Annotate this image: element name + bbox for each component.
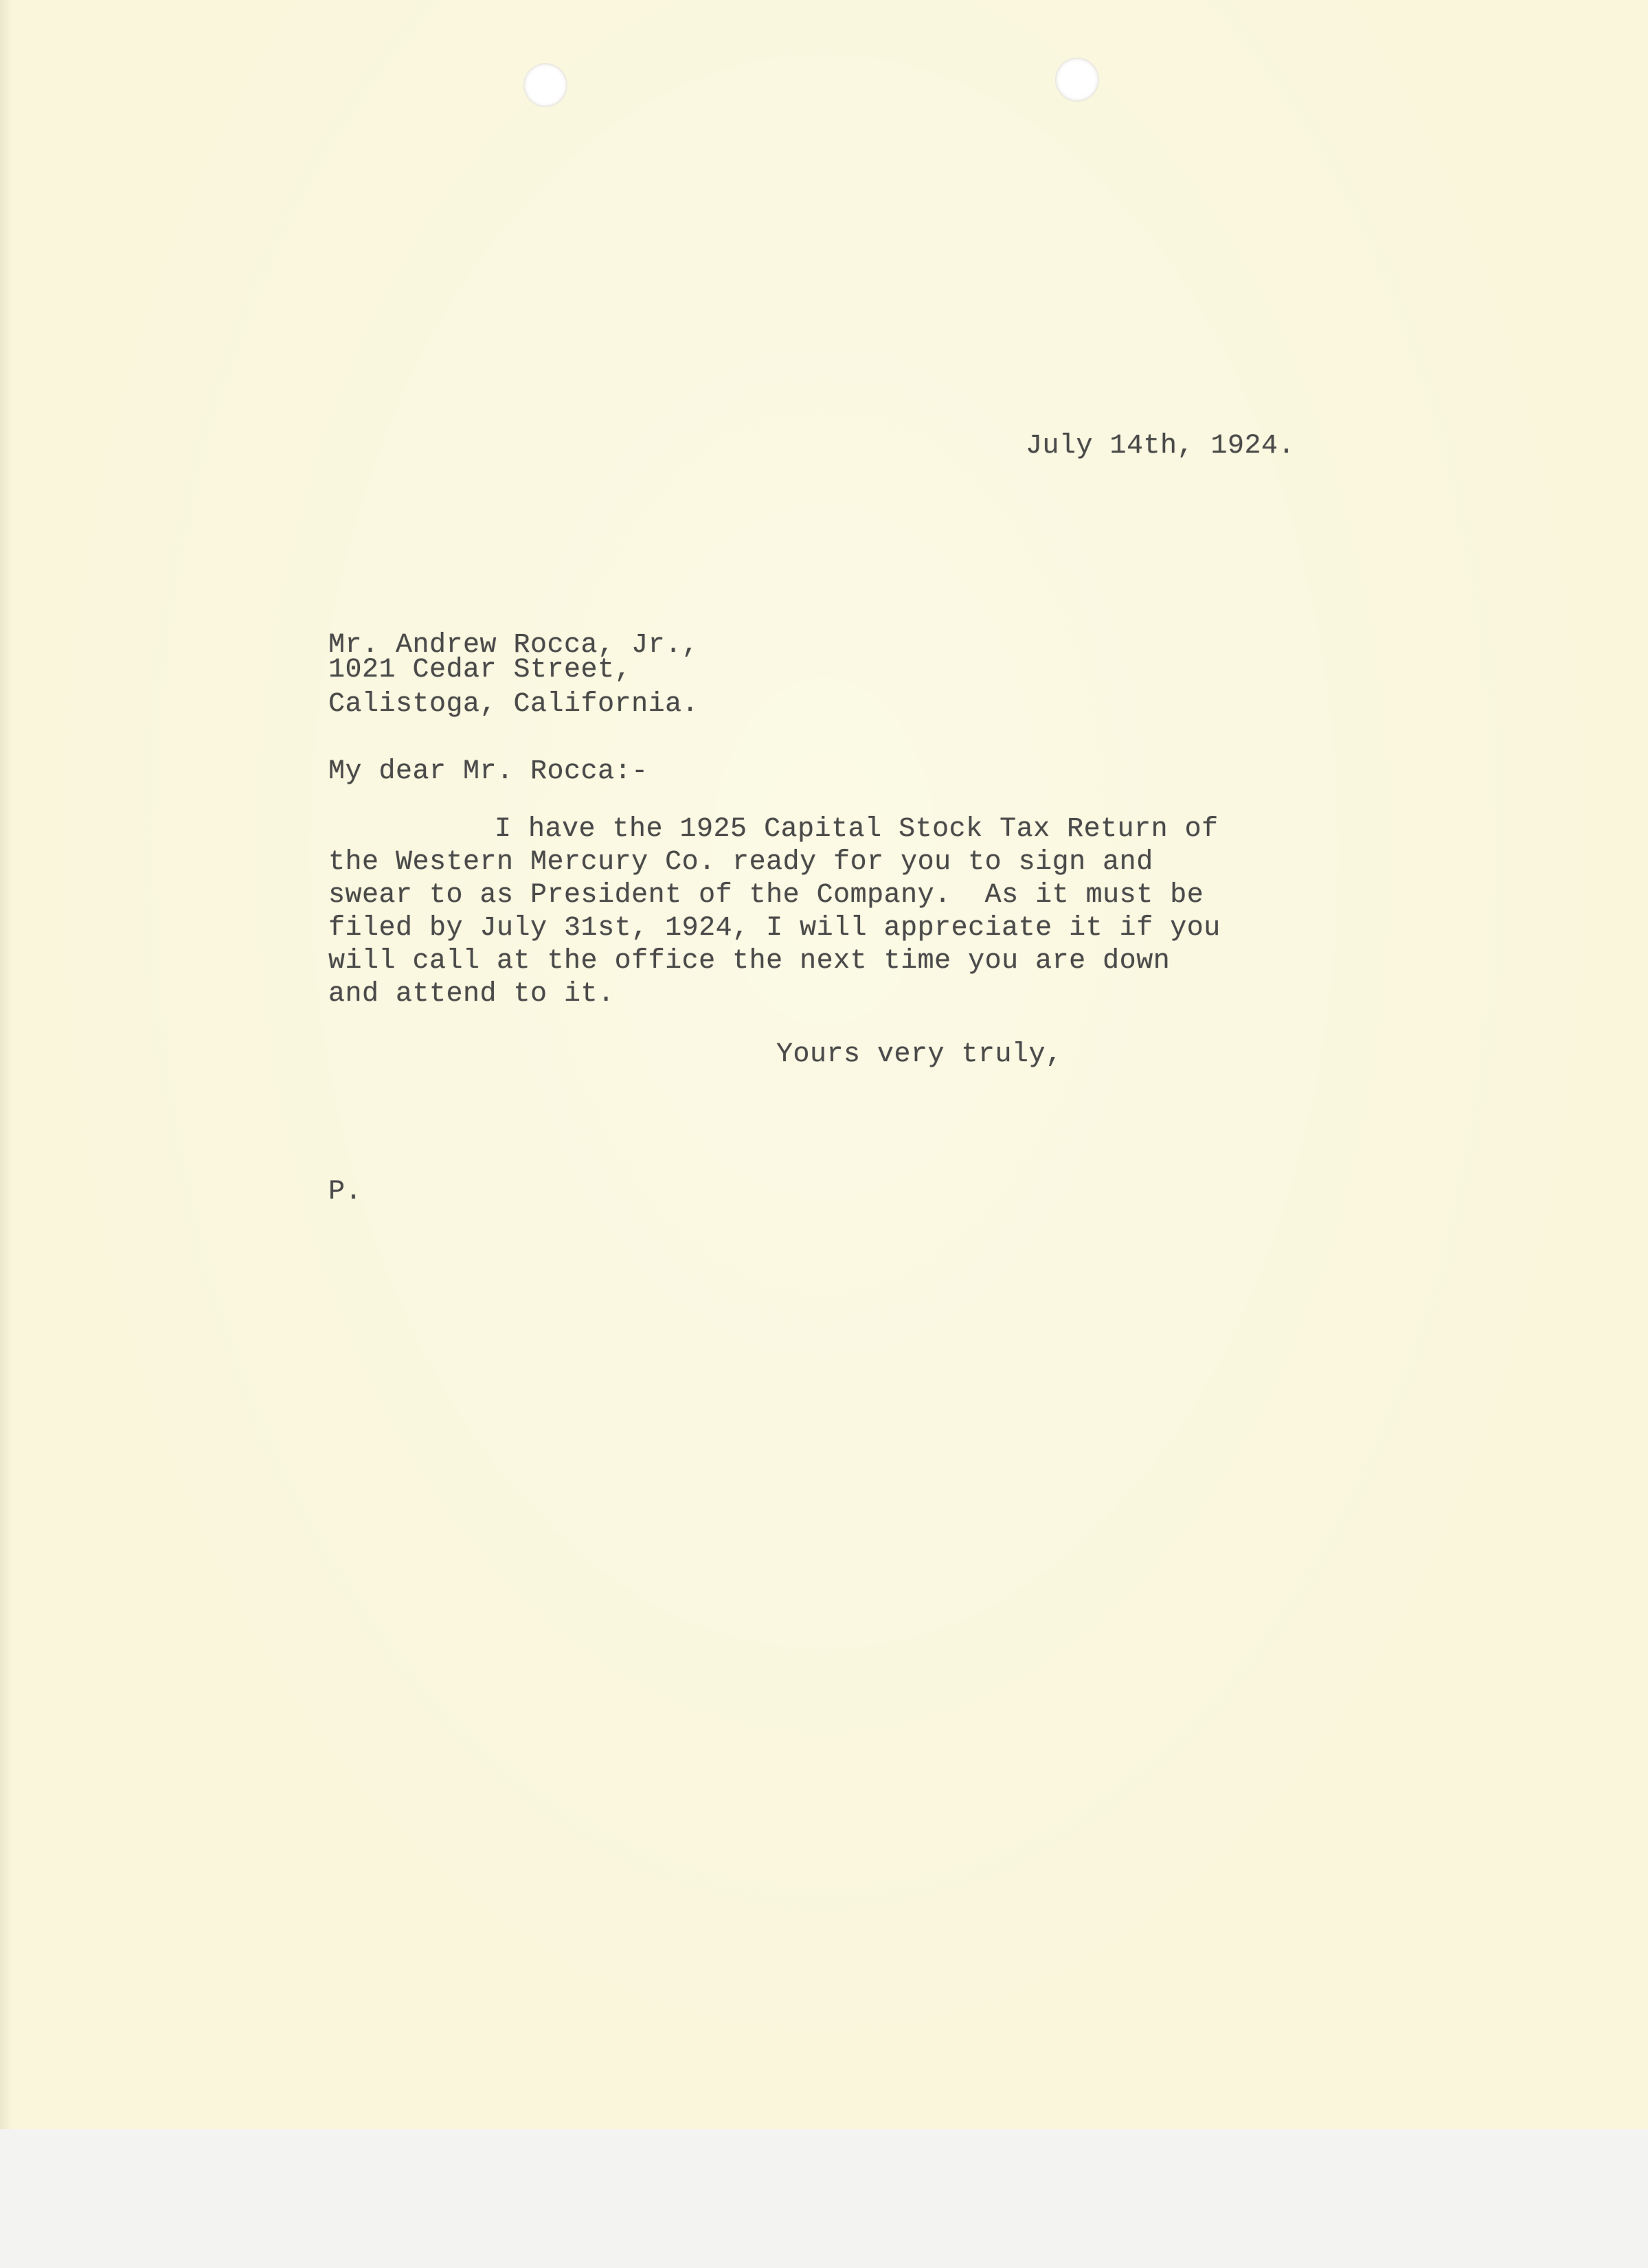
punch-hole-left [523,63,567,107]
salutation: My dear Mr. Rocca:- [328,756,648,787]
body-line: I have the 1925 Capital Stock Tax Return of [495,814,1219,845]
initials: P. [328,1177,363,1207]
recipient-city: Calistoga, California. [328,689,699,720]
closing: Yours very truly, [776,1039,1063,1070]
body-line: filed by July 31st, 1924, I will appreciate it if you [328,913,1221,944]
recipient-street: 1021 Cedar Street, [328,655,632,685]
scan-margin [0,2129,1648,2268]
body-line: swear to as President of the Company. As it must be [328,880,1204,911]
body-line: and attend to it. [328,979,615,1010]
letter-date: July 14th, 1924. [1026,431,1296,462]
body-line: will call at the office the next time you are down [328,946,1171,977]
recipient-name: Mr. Andrew Rocca, Jr., [328,630,699,661]
body-line: the Western Mercury Co. ready for you to sign and [328,847,1153,878]
punch-hole-right [1055,58,1099,102]
